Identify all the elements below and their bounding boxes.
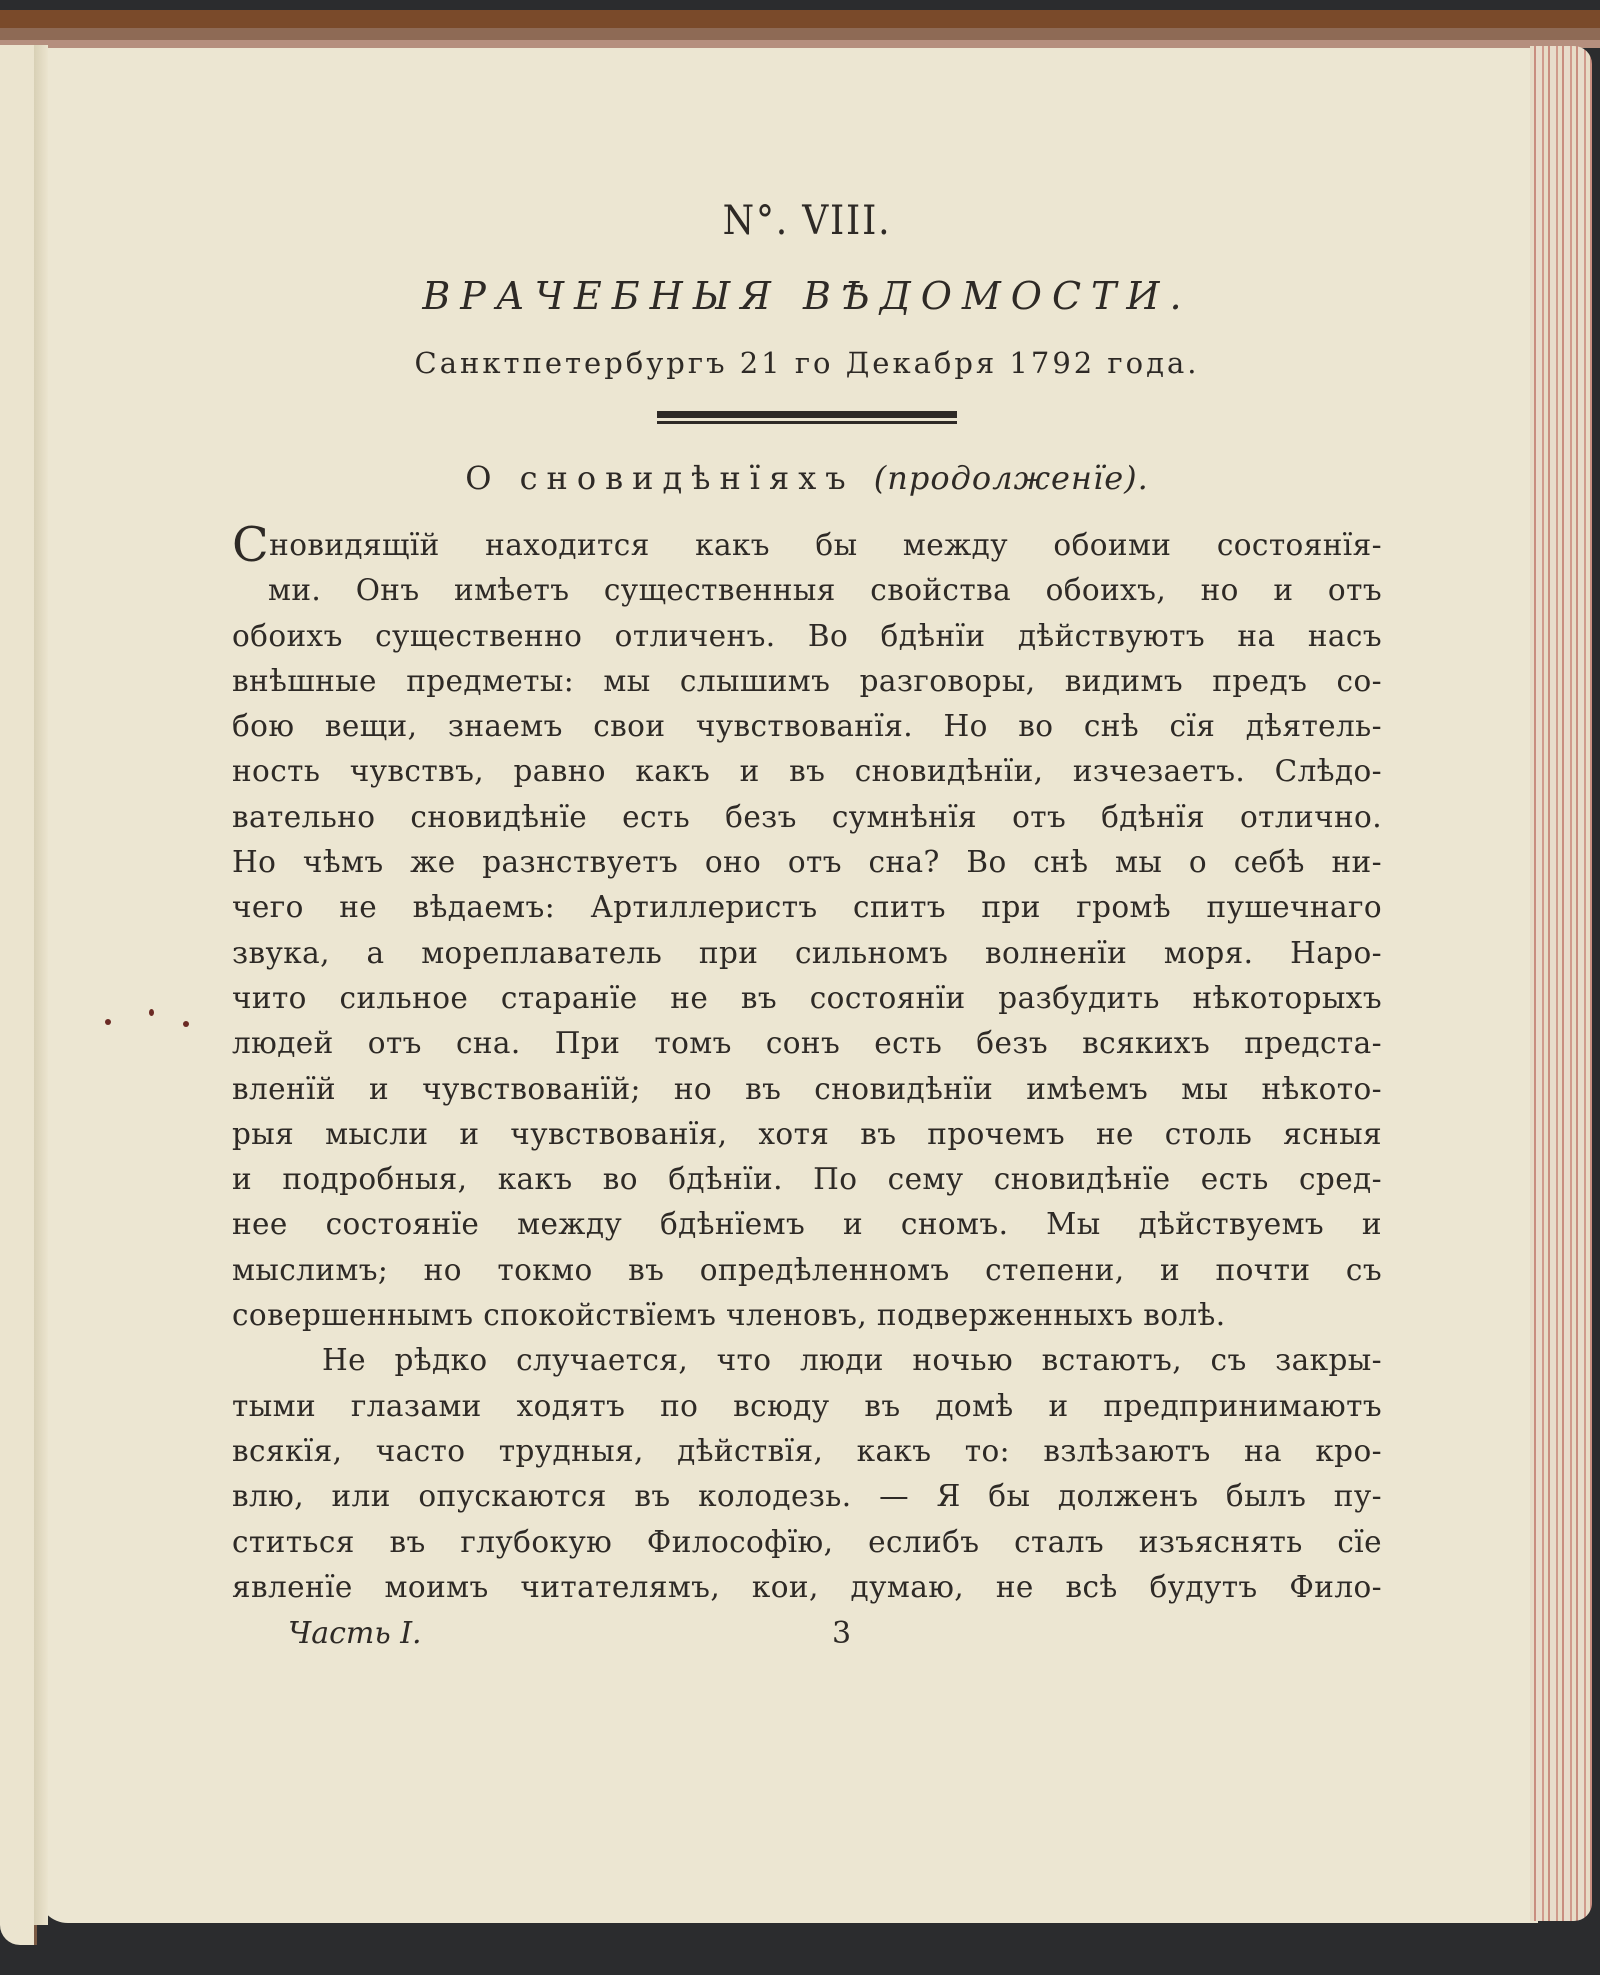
- rule-thick: [657, 411, 957, 418]
- dateline: Санктпетербургъ 21 го Декабря 1792 года.: [414, 346, 1200, 380]
- text-line: Не рѣдко случается, что люди ночью встаютъ, съ закры-: [322, 1343, 1382, 1378]
- text-line: людей отъ сна. При томъ сонъ есть безъ всякихъ предста-: [232, 1026, 1382, 1061]
- page-fore-edge: [1530, 46, 1592, 1921]
- gutter-shadow: [34, 45, 48, 1925]
- text-line: ность чувствъ, равно какъ и въ сновидѣнїи, изчезаетъ. Слѣдо-: [232, 754, 1382, 789]
- text-line: нее состоянїе между бдѣнїемъ и сномъ. Мы дѣйствуемъ и: [232, 1207, 1382, 1242]
- dropcap: С: [232, 517, 270, 573]
- page-number: 3: [832, 1616, 852, 1652]
- ink-dot: [149, 1009, 154, 1016]
- text-line: и подробныя, какъ во бдѣнїи. По сему сновидѣнїе есть сред-: [232, 1162, 1382, 1197]
- issue-number: N°. VIII.: [722, 198, 892, 244]
- page-content: [232, 195, 1382, 1662]
- text-line: вательно сновидѣнїе есть безъ сумнѣнїя отъ бдѣнїя отлично.: [232, 799, 1382, 834]
- text-line: чито сильное старанїе не въ состоянїи разбудить нѣкоторыхъ: [232, 980, 1382, 1015]
- rule-thin: [657, 421, 957, 424]
- article-body: [232, 517, 1382, 1610]
- masthead-title: ВРАЧЕБНЫЯ ВѢДОМОСТИ.: [422, 274, 1192, 318]
- text-line: совершеннымъ спокойствїемъ членовъ, подверженныхъ волѣ.: [232, 1298, 1226, 1333]
- text-line: [232, 517, 1382, 573]
- line-text: новидящїй находится какъ бы между обоими состоянїя-: [269, 528, 1382, 562]
- ink-dot: [183, 1021, 189, 1027]
- ink-dot: [105, 1019, 111, 1025]
- article-heading: [232, 455, 1382, 501]
- text-line: рыя мысли и чувствованїя, хотя въ прочемъ не столь ясныя: [232, 1116, 1382, 1151]
- text-line: чего не вѣдаемъ: Артиллеристъ спитъ при громѣ пушечнаго: [232, 890, 1382, 925]
- text-line: ми. Онъ имѣетъ существенныя свойства обоихъ, но и отъ: [268, 573, 1382, 608]
- text-line: Но чѣмъ же разнствуетъ оно отъ сна? Во снѣ мы о себѣ ни-: [232, 845, 1382, 880]
- text-line: бою вещи, знаемъ свои чувствованїя. Но во снѣ сїя дѣятель-: [232, 709, 1382, 744]
- text-line: звука, а мореплаватель при сильномъ волненїи моря. Наро-: [232, 935, 1382, 970]
- double-rule-divider: [657, 411, 957, 425]
- ink-marks: [105, 1005, 205, 1035]
- page-footer: [232, 1616, 1382, 1662]
- text-line: обоихъ существенно отличенъ. Во бдѣнїи дѣйствуютъ на насъ: [232, 618, 1382, 653]
- text-line: вленїй и чувствованїй; но въ сновидѣнїи имѣемъ мы нѣкото-: [232, 1071, 1382, 1106]
- text-line: влю, или опускаются въ колодезь. — Я бы долженъ былъ пу-: [232, 1479, 1382, 1514]
- signature-mark: Часть I.: [288, 1616, 422, 1652]
- book-top-edge: [0, 0, 1600, 55]
- text-line: внѣшные предметы: мы слышимъ разговоры, видимъ предъ со-: [232, 663, 1382, 698]
- left-page-edge: [0, 45, 37, 1945]
- article-title: О сновидѣнїяхъ: [465, 459, 855, 497]
- text-line: всякїя, часто трудныя, дѣйствїя, какъ то: взлѣзаютъ на кро-: [232, 1433, 1382, 1468]
- text-line: явленїе моимъ читателямъ, кои, думаю, не всѣ будутъ Фило-: [232, 1569, 1382, 1604]
- article-subtitle: (продолженїе).: [873, 459, 1149, 497]
- text-line: ститься въ глубокую Философїю, еслибъ сталъ изъяснять сїе: [232, 1524, 1382, 1559]
- text-line: тыми глазами ходятъ по всюду въ домѣ и предпринимаютъ: [232, 1388, 1382, 1423]
- text-line: мыслимъ; но токмо въ опредѣленномъ степени, и почти съ: [232, 1252, 1382, 1287]
